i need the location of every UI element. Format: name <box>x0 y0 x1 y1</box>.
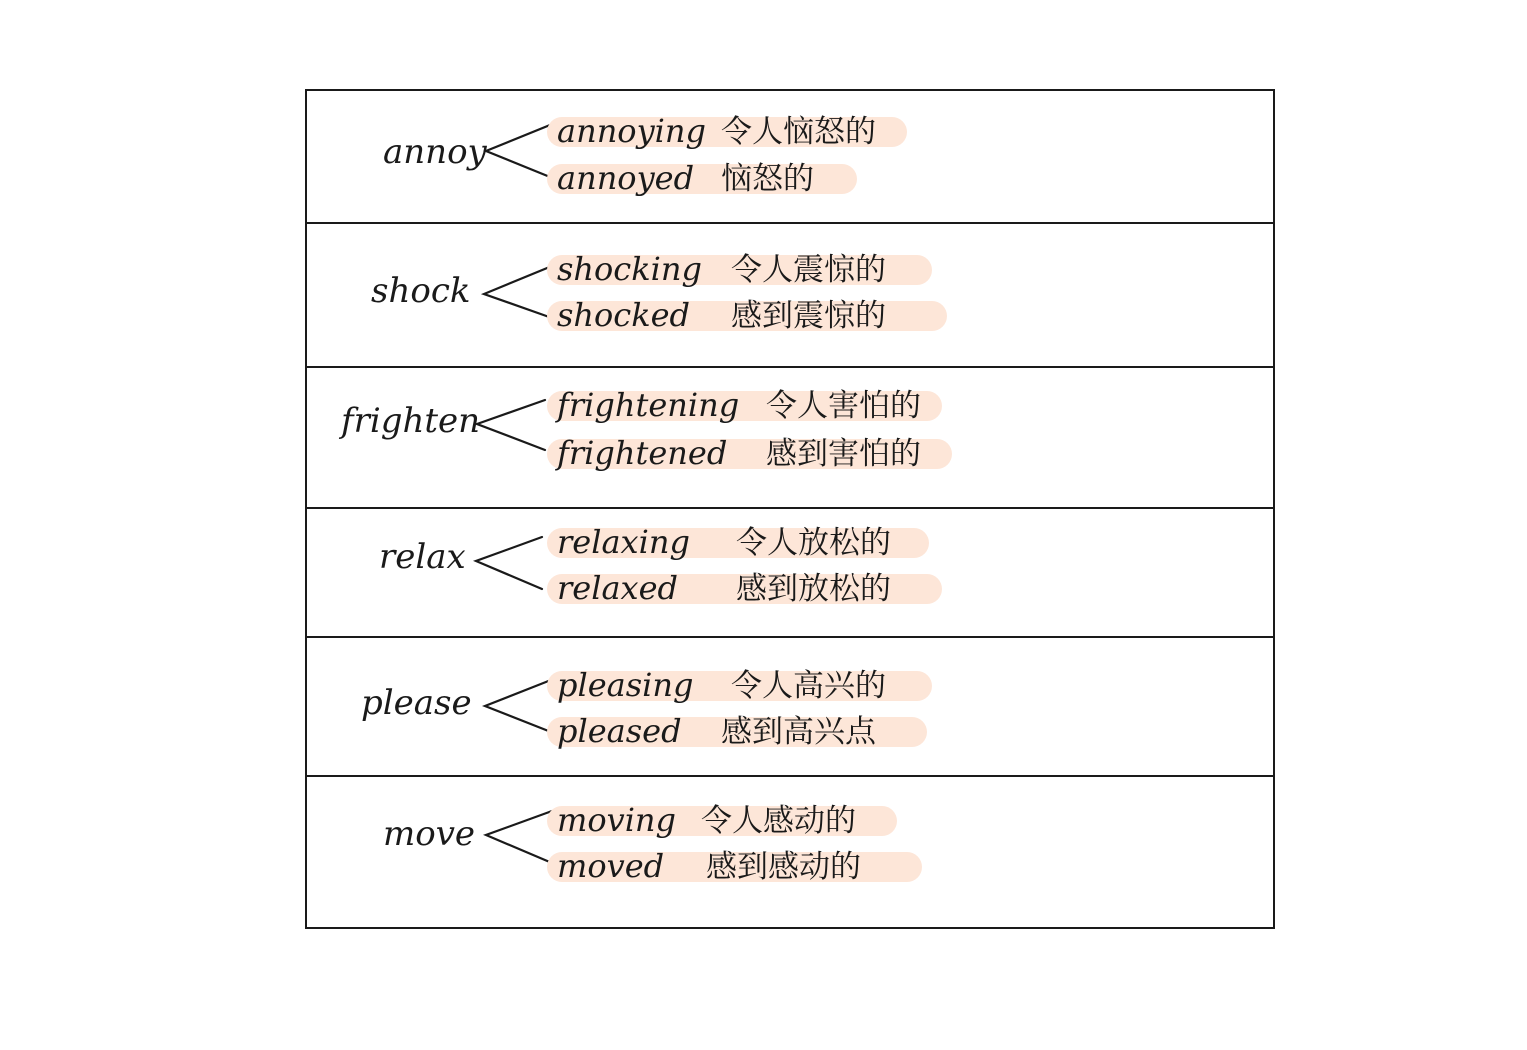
form-line-present <box>557 388 921 422</box>
form-line-present <box>557 114 876 148</box>
form-word: moved <box>557 847 665 885</box>
form-line-past <box>557 571 891 605</box>
form-meaning: 令人高兴的 <box>731 668 886 704</box>
form-word: pleasing <box>557 666 694 704</box>
word-forms-table <box>305 89 1275 929</box>
branch-lines <box>473 394 548 464</box>
table-row-shock <box>307 222 1273 366</box>
form-word: relaxing <box>557 523 690 561</box>
base-word: please <box>361 683 472 723</box>
branch-lines <box>482 119 552 189</box>
form-word: relaxed <box>557 569 679 607</box>
form-meaning: 感到震惊的 <box>731 298 886 334</box>
form-meaning: 感到高兴点 <box>721 714 876 750</box>
table-row-annoy <box>307 91 1273 222</box>
form-line-past <box>557 849 861 883</box>
form-line-past <box>557 161 814 195</box>
form-line-past <box>557 436 921 470</box>
form-meaning: 令人害怕的 <box>766 388 921 424</box>
form-line-present <box>557 803 856 837</box>
form-line-present <box>557 252 886 286</box>
table-row-frighten <box>307 366 1273 507</box>
form-meaning: 令人放松的 <box>736 525 891 561</box>
form-word: moving <box>557 801 677 839</box>
branch-lines <box>481 674 556 744</box>
form-meaning: 令人感动的 <box>701 803 856 839</box>
base-word: move <box>383 814 476 854</box>
branch-lines <box>472 531 547 601</box>
base-word: shock <box>371 271 471 311</box>
branch-lines <box>480 260 555 330</box>
form-word: frightened <box>557 434 728 472</box>
base-word: frighten <box>341 401 481 441</box>
form-line-present <box>557 525 891 559</box>
form-word: shocked <box>557 296 691 334</box>
form-meaning: 令人震惊的 <box>731 252 886 288</box>
form-word: shocking <box>557 250 702 288</box>
form-line-past <box>557 714 876 748</box>
branch-lines <box>482 805 557 875</box>
form-line-past <box>557 298 886 332</box>
form-word: frightening <box>557 386 740 424</box>
form-word: pleased <box>557 712 682 750</box>
form-word: annoyed <box>557 159 695 197</box>
table-row-please <box>307 636 1273 775</box>
form-meaning: 感到感动的 <box>706 849 861 885</box>
form-word: annoying <box>557 112 706 150</box>
base-word: annoy <box>383 132 487 172</box>
form-line-present <box>557 668 886 702</box>
base-word: relax <box>379 537 466 577</box>
form-meaning: 令人恼怒的 <box>721 114 876 150</box>
table-row-move <box>307 775 1273 931</box>
table-row-relax <box>307 507 1273 636</box>
form-meaning: 感到害怕的 <box>766 436 921 472</box>
form-meaning: 感到放松的 <box>736 571 891 607</box>
form-meaning: 恼怒的 <box>721 161 814 197</box>
